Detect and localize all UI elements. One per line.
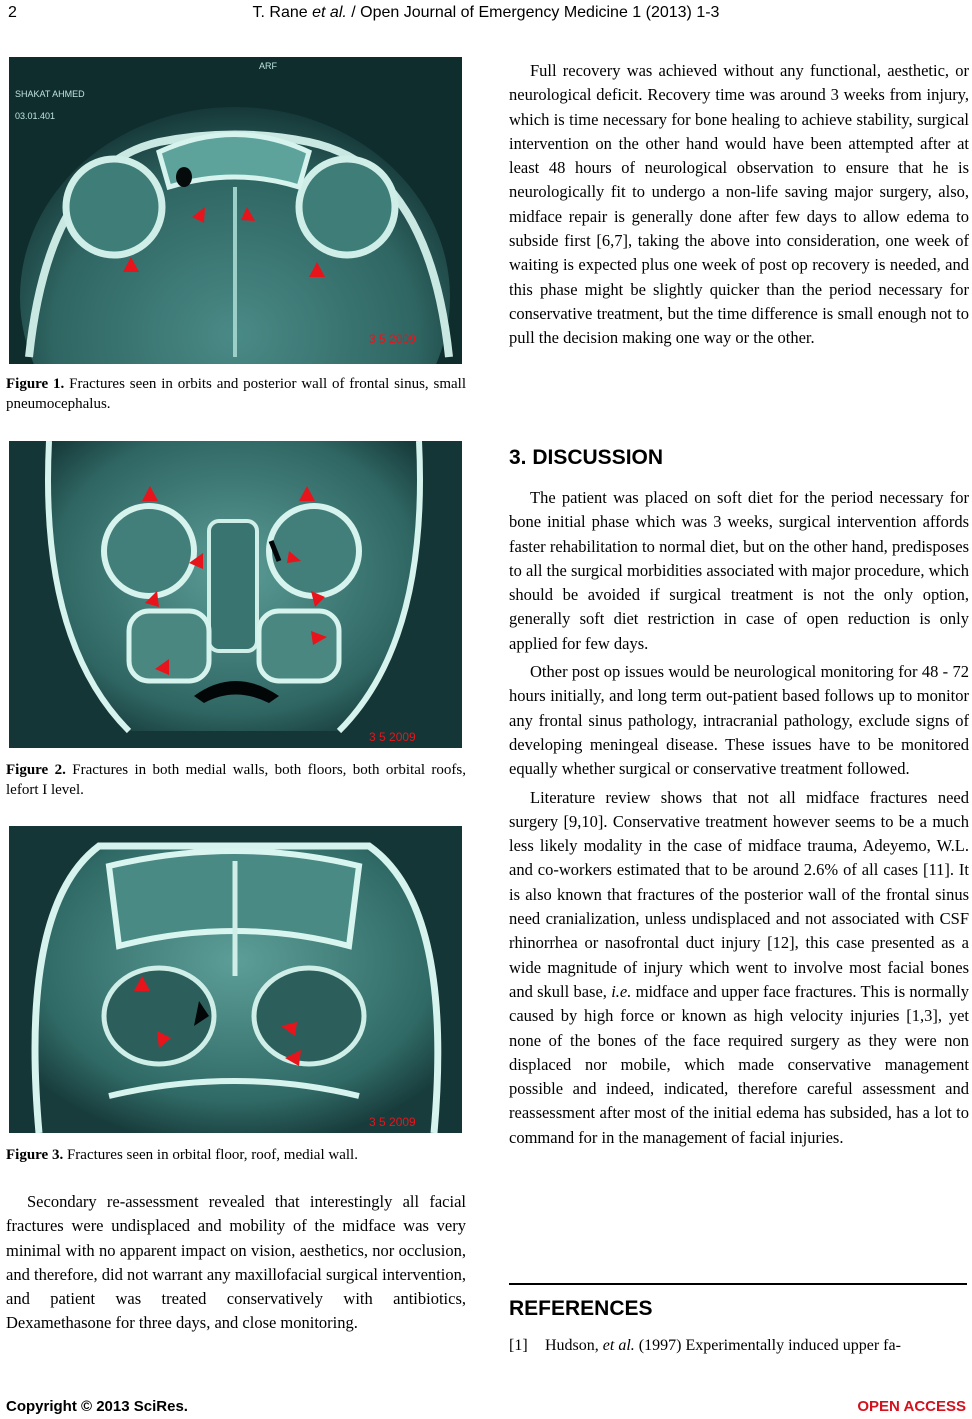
paragraph: Literature review shows that not all midface fractures need surgery [9,10]. Conservative treatment however seems to be a much less likely modality in the case of midface trauma, Adeyemo, W.L. and co-workers estimated that to be around 2.6% of all cases [11]. It is also known that fractures of the posterior wall of the frontal sinus need cranialization, unless undisplaced and not associated with CSF rhinorrhea or nasofrontal duct injury [12], this case presented as a wide magnitude of injury which went to involve most facial bones and skull base, i.e. midface and upper face fractures. This is normally caused by high force or known as high velocity injuries [1,3], yet none of the bones of the face required surgery as they were non displaced nor mobile, which made conservative management possible and indeed, indicated, therefore careful assessment and reassessment after most of the initial edema has subsided, has a lot to command for in the management of facial injuries. — [509, 787, 970, 1147]
left-column-text — [6, 1190, 466, 1336]
paragraph: Other post op issues would be neurological monitoring for 48 - 72 hours initially, and long term out-patient based follows up to monitor any frontal sinus pathology, intracranial pathology, exclude signs of developing meningeal disease. These issues have to be monitored equally whether surgical or conservative treatment followed. — [509, 662, 969, 779]
figure-1-caption: Figure 1. Fractures seen in orbits and posterior wall of frontal sinus, small pneumocephalus. — [6, 376, 467, 412]
figure-2-caption: Figure 2. Fractures in both medial walls, both floors, both orbital roofs, lefort I level. — [6, 762, 466, 798]
reference-item: [1] Hudson, et al. (1997) Experimentally induced upper fa- — [509, 1337, 901, 1354]
figure-3-ct-image — [9, 826, 462, 1133]
figure-2-ct-image — [9, 441, 462, 748]
open-access-label: OPEN ACCESS — [857, 1398, 966, 1415]
paragraph: Secondary re-assessment revealed that interestingly all facial fractures were undisplaced and mobility of the midface was very minimal with no apparent impact on vision, aesthetics, nor occlusion, and therefore, did not warrant any maxillofacial surgical intervention, and patient was treated conservatively with antibiotics, Dexamethasone for three days, and close monitoring. — [6, 1192, 466, 1333]
svg-text:3 5 2009: 3 5 2009 — [369, 730, 416, 744]
paragraph: Full recovery was achieved without any functional, aesthetic, or neurological deficit. Recovery time was around 3 weeks from injury, which is time necessary for bone healing to achieve stability, surgical intervention on the other hand would have been attempted after at least 48 hours of neurological observation to ensure that he is neurologically fit to undergo a non-life saving major surgery, also, midface repair is generally done after few days to allow edema to subside first [6,7], taking the above into consideration, one week of waiting is expected plus one week of post op recovery is needed, and this phase might be slightly quicker than the period necessary for conservative treatment, but the time difference is small enough not to pull the decision making one way or the other. — [509, 61, 969, 348]
svg-text:3 5 2009: 3 5 2009 — [369, 332, 416, 346]
page-number: 2 — [8, 4, 17, 21]
section-heading-references: REFERENCES — [509, 1297, 653, 1320]
section-heading-discussion: 3. DISCUSSION — [509, 446, 664, 469]
figure-1-ct-image — [9, 57, 462, 364]
right-column-text — [509, 59, 969, 351]
svg-text:3 5 2009: 3 5 2009 — [369, 1115, 416, 1129]
running-header: T. Rane et al. / Open Journal of Emergency Medicine 1 (2013) 1-3 — [252, 4, 720, 21]
svg-text:ARF: ARF — [259, 61, 277, 71]
discussion-text — [509, 486, 969, 1150]
paragraph: The patient was placed on soft diet for the period necessary for bone initial phase which was 3 weeks, surgical intervention affords faster rehabilitation to normal diet, but on the other hand, predisposes to all the surgical morbidities associated with major procedure, which should be avoided if surgical treatment is not the only option, generally soft diet restriction in case of open reduction is only applied for few days. — [509, 488, 969, 653]
svg-text:SHAKAT AHMED: SHAKAT AHMED — [15, 89, 85, 99]
svg-text:03.01.401: 03.01.401 — [15, 111, 56, 121]
divider — [509, 1283, 967, 1285]
copyright-footer: Copyright © 2013 SciRes. — [6, 1398, 188, 1415]
figure-3-caption: Figure 3. Fractures seen in orbital floor, roof, medial wall. — [6, 1147, 358, 1163]
